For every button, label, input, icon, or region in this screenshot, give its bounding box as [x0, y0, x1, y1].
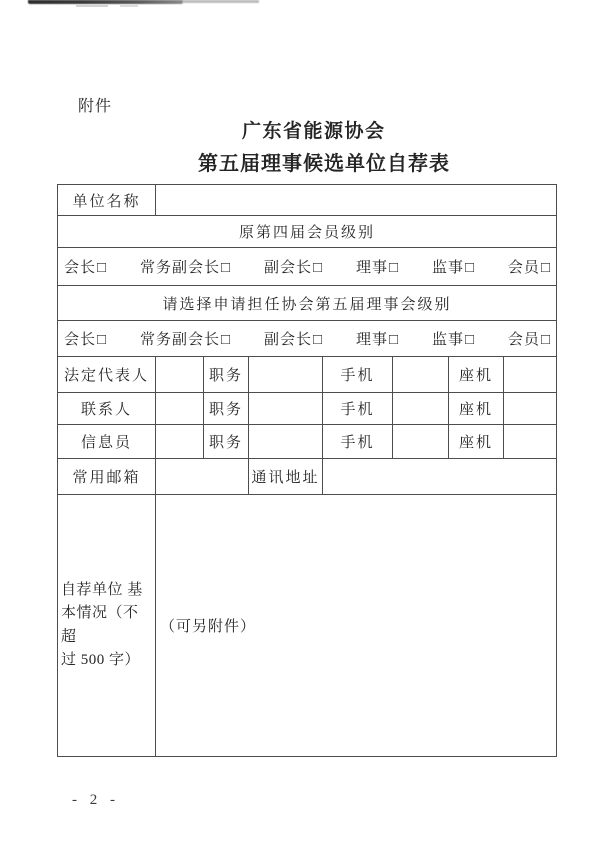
legal-representative-row	[58, 357, 557, 393]
apply-level-section-title: 请选择申请担任协会第五届理事会级别	[58, 286, 557, 321]
checkbox-icon: □	[464, 260, 475, 276]
scan-artifact	[76, 5, 108, 7]
unit-profile-label	[58, 495, 156, 757]
unit-profile-content-cell	[156, 495, 557, 757]
duty-label: 职务	[204, 425, 249, 459]
former-level-options-row	[58, 248, 557, 286]
mobile-value-cell	[393, 357, 449, 393]
level-option-label: 理事	[355, 260, 388, 276]
unit-name-value-cell	[156, 185, 557, 216]
role-name-cell	[156, 425, 204, 459]
level-option-supervisor	[432, 256, 474, 277]
level-option-label: 常务副会长	[139, 260, 220, 276]
apply-level-options-cell	[58, 321, 557, 357]
unit-profile-label-line: 本情况（不超	[61, 605, 139, 645]
level-option-label: 会长	[64, 332, 97, 348]
landline-value-cell	[504, 393, 557, 425]
level-option-label: 副会长	[263, 260, 312, 276]
role-label: 法定代表人	[58, 357, 156, 393]
checkbox-icon: □	[312, 332, 323, 348]
level-option-label: 常务副会长	[139, 332, 220, 348]
checkbox-icon: □	[221, 332, 231, 348]
document-title-form: 第五届理事候选单位自荐表	[198, 153, 450, 175]
role-name-cell	[156, 393, 204, 425]
unit-profile-label-line: 过 500 字）	[61, 651, 141, 668]
level-option-exec-vice-president	[140, 256, 230, 277]
apply-level-options	[58, 328, 556, 349]
unit-profile-label-line: 自荐单位 基	[61, 582, 143, 598]
document-title-org: 广东省能源协会	[242, 121, 386, 142]
email-address-row	[58, 459, 557, 495]
checkbox-icon: □	[221, 260, 231, 276]
level-option-label: 监事	[431, 260, 464, 276]
duty-label: 职务	[204, 357, 249, 393]
checkbox-icon: □	[540, 260, 550, 276]
scan-artifact	[28, 0, 183, 4]
checkbox-icon: □	[312, 260, 323, 276]
landline-label: 座机	[449, 425, 504, 459]
level-option-label: 会长	[64, 260, 97, 276]
mobile-label: 手机	[323, 357, 393, 393]
role-label: 联系人	[58, 393, 156, 425]
former-level-options-cell	[58, 248, 557, 286]
contact-person-row	[58, 393, 557, 425]
duty-label: 职务	[204, 393, 249, 425]
email-label: 常用邮箱	[58, 459, 156, 495]
level-option-member	[508, 256, 550, 277]
duty-value-cell	[249, 425, 323, 459]
checkbox-icon: □	[97, 332, 107, 348]
checkbox-icon: □	[388, 260, 399, 276]
former-level-section-title: 原第四届会员级别	[58, 216, 557, 248]
checkbox-icon: □	[540, 332, 550, 348]
duty-value-cell	[249, 393, 323, 425]
level-option-president	[64, 256, 106, 277]
scan-artifact	[183, 0, 259, 3]
address-label: 通讯地址	[249, 459, 323, 495]
mobile-label: 手机	[323, 425, 393, 459]
address-value-cell	[323, 459, 557, 495]
landline-label: 座机	[449, 393, 504, 425]
landline-label: 座机	[449, 357, 504, 393]
information-officer-row	[58, 425, 557, 459]
unit-name-row	[58, 185, 557, 216]
checkbox-icon: □	[97, 260, 107, 276]
level-option-exec-vice-president	[140, 328, 230, 349]
unit-profile-note: （可另附件）	[160, 619, 257, 635]
mobile-value-cell	[393, 425, 449, 459]
email-value-cell	[156, 459, 249, 495]
attachment-label: 附件	[78, 98, 113, 115]
former-level-options	[58, 256, 556, 277]
landline-value-cell	[504, 357, 557, 393]
unit-name-label: 单位名称	[58, 185, 156, 216]
unit-profile-row	[58, 495, 557, 757]
level-option-label: 会员	[507, 332, 540, 348]
duty-value-cell	[249, 357, 323, 393]
mobile-value-cell	[393, 393, 449, 425]
level-option-label: 副会长	[263, 332, 312, 348]
level-option-label: 理事	[355, 332, 388, 348]
level-option-director	[356, 256, 398, 277]
page-number: - 2 -	[72, 792, 118, 808]
landline-value-cell	[504, 425, 557, 459]
role-label: 信息员	[58, 425, 156, 459]
self-recommendation-form-table	[57, 184, 557, 757]
level-option-vice-president	[264, 328, 322, 349]
mobile-label: 手机	[323, 393, 393, 425]
apply-level-header-row	[58, 286, 557, 321]
level-option-vice-president	[264, 256, 322, 277]
apply-level-options-row	[58, 321, 557, 357]
checkbox-icon: □	[388, 332, 399, 348]
level-option-member	[508, 328, 550, 349]
former-level-header-row	[58, 216, 557, 248]
level-option-director	[356, 328, 398, 349]
level-option-supervisor	[432, 328, 474, 349]
checkbox-icon: □	[464, 332, 475, 348]
level-option-label: 监事	[431, 332, 464, 348]
scan-artifact	[120, 5, 138, 7]
level-option-president	[64, 328, 106, 349]
level-option-label: 会员	[507, 260, 540, 276]
role-name-cell	[156, 357, 204, 393]
